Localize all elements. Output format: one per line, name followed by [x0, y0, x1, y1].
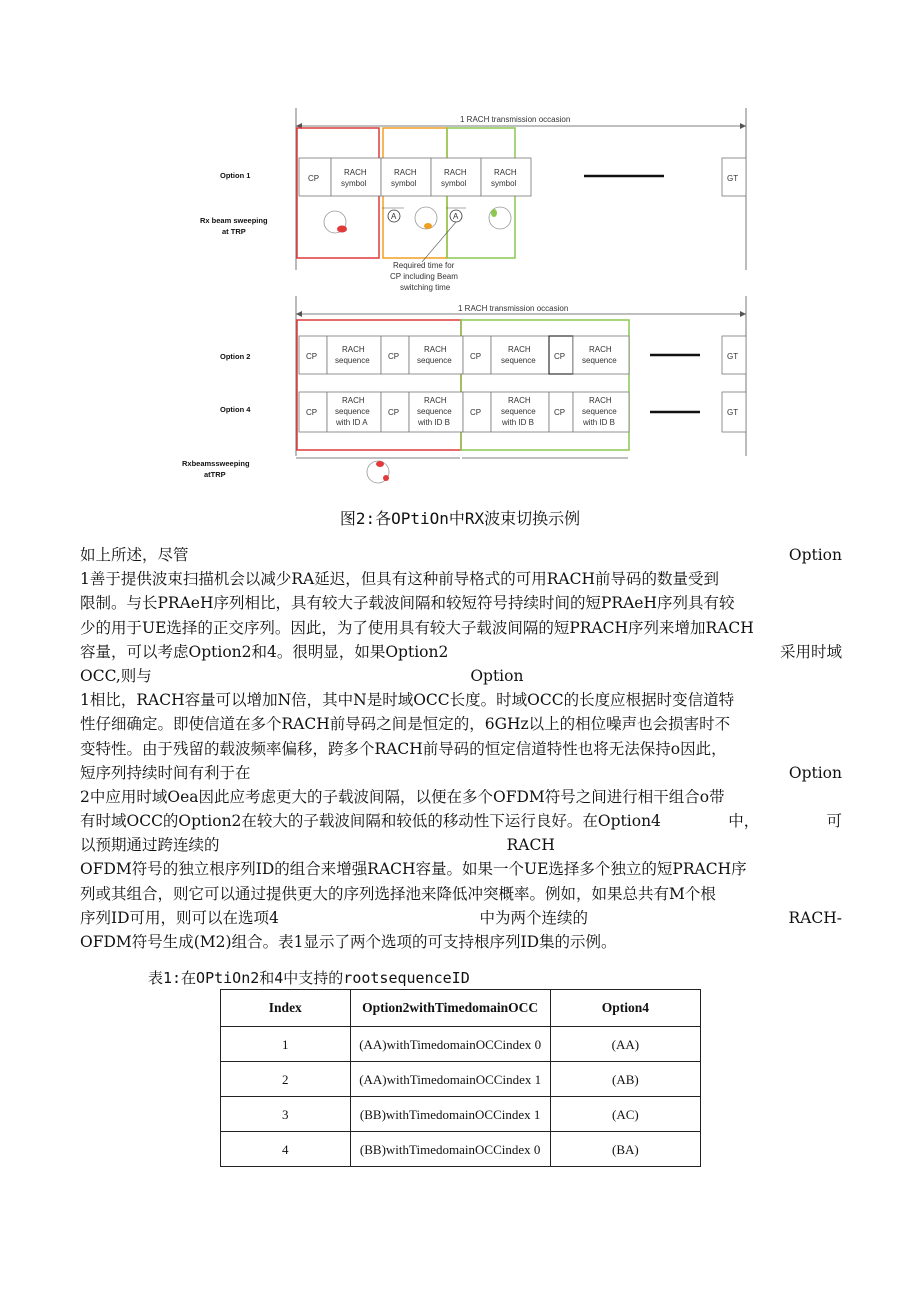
svg-text:sequence: sequence: [501, 356, 536, 365]
svg-text:RACH: RACH: [508, 345, 531, 354]
note-line-2: CP including Beam: [390, 272, 458, 281]
paragraph-line: [80, 857, 842, 881]
svg-text:CP: CP: [306, 408, 318, 417]
paragraph-line: [80, 737, 842, 761]
header-option4: Option4: [550, 990, 700, 1027]
svg-text:symbol: symbol: [491, 179, 517, 188]
svg-text:symbol: symbol: [441, 179, 467, 188]
cell-option2: (BB)withTimedomainOCCindex 1: [350, 1097, 550, 1132]
header-option2: Option2withTimedomainOCC: [350, 990, 550, 1027]
paragraph-segment: 短序列持续时间有利于在: [80, 763, 251, 782]
paragraph-segment: 2中应用时域Oea因此应考虑更大的子载波间隔，以便在多个OFDM符号之间进行相干组合o带: [80, 787, 725, 806]
paragraph-line: [80, 833, 842, 857]
paragraph-segment: 中为两个连续的: [479, 908, 588, 927]
cell-option2: (AA)withTimedomainOCCindex 1: [350, 1062, 550, 1097]
paragraph-segment: OFDM符号的独立根序列ID的组合来增强RACH容量。如果一个UE选择多个独立的短PRACH序: [80, 860, 747, 879]
option1-label: Option 1: [220, 171, 251, 180]
svg-text:sequence: sequence: [335, 356, 370, 365]
paragraph-segment: 少的用于UE选择的正交序列。因此，为了使用具有较大子载波间隔的短PRACH序列来增加RACH: [80, 618, 754, 637]
paragraph-segment: Option: [788, 546, 842, 564]
svg-text:with ID B: with ID B: [583, 418, 616, 427]
rx-beam-label-2b: atTRP: [204, 470, 226, 479]
paragraph-line: [80, 906, 842, 930]
cell-option2: (AA)withTimedomainOCCindex 0: [350, 1027, 550, 1062]
rx-beam-icon-orange: [415, 207, 437, 229]
paragraph-line: [80, 543, 842, 567]
svg-text:sequence: sequence: [417, 407, 452, 416]
note-line-1: Required time for: [393, 261, 455, 270]
svg-text:sequence: sequence: [335, 407, 370, 416]
svg-text:RACH: RACH: [424, 396, 447, 405]
cell-index: 1: [221, 1027, 351, 1062]
paragraph-line: [80, 640, 842, 664]
paragraph-line: [80, 785, 842, 809]
table-row: [221, 1132, 701, 1167]
paragraph-line: [80, 567, 842, 591]
svg-text:RACH: RACH: [494, 168, 517, 177]
paragraph-segment: 如上所述，尽管: [80, 546, 189, 564]
svg-text:GT: GT: [727, 174, 739, 183]
svg-text:sequence: sequence: [501, 407, 536, 416]
paragraph-segment: 有时域OCC的Option2在较大的子载波间隔和较低的移动性下运行良好。在Option4: [80, 812, 661, 831]
svg-text:RACH: RACH: [342, 396, 365, 405]
paragraph-line: [80, 930, 842, 954]
paragraph-segment: 变特性。由于残留的载波频率偏移，跨多个RACH前导码的恒定信道特性也将无法保持o因此，: [80, 739, 727, 758]
svg-text:CP: CP: [306, 352, 318, 361]
paragraph-line: [80, 712, 842, 736]
svg-text:RACH: RACH: [424, 345, 447, 354]
svg-text:GT: GT: [727, 408, 739, 417]
paragraph-segment: Option: [470, 666, 524, 685]
cell-option4: (AB): [550, 1062, 700, 1097]
cell-index: 4: [221, 1132, 351, 1167]
svg-text:CP: CP: [388, 352, 400, 361]
paragraph-segment: 性仔细确定。即使信道在多个RACH前导码之间是恒定的，6GHz以上的相位噪声也会损害时不: [80, 715, 731, 734]
svg-text:symbol: symbol: [391, 179, 417, 188]
svg-text:with ID B: with ID B: [502, 418, 535, 427]
paragraph-line: [80, 882, 842, 906]
paragraph-segment: 1善于提供波束扫描机会以减少RA延迟，但具有这种前导格式的可用RACH前导码的数量受到: [80, 570, 719, 589]
paragraph-line: [80, 591, 842, 615]
table-row: [221, 1027, 701, 1062]
svg-text:RACH: RACH: [342, 345, 365, 354]
svg-text:RACH: RACH: [589, 345, 612, 354]
svg-text:CP: CP: [308, 174, 320, 183]
svg-text:RACH: RACH: [589, 396, 612, 405]
svg-text:sequence: sequence: [417, 356, 452, 365]
rx-beam-label-2a: Rxbeamssweeping: [182, 459, 250, 468]
svg-text:A: A: [391, 212, 397, 221]
svg-text:RACH: RACH: [394, 168, 417, 177]
root-sequence-table: [220, 989, 701, 1167]
opt1-rach-symbol-1: [331, 158, 381, 196]
cell-option4: (BA): [550, 1132, 700, 1167]
svg-text:sequence: sequence: [582, 356, 617, 365]
option4-label: Option 4: [220, 405, 251, 414]
cell-index: 3: [221, 1097, 351, 1132]
svg-text:CP: CP: [554, 352, 566, 361]
paragraph-line: [80, 664, 842, 688]
rx-beam-label-1a: Rx beam sweeping: [200, 216, 268, 225]
cell-option4: (AA): [550, 1027, 700, 1062]
option2-row: [299, 336, 746, 374]
paragraph-segment: 1相比，RACH容量可以增加N倍，其中N是时域OCC长度。时域OCC的长度应根据时变信道特: [80, 691, 735, 710]
svg-text:RACH: RACH: [444, 168, 467, 177]
note-line-3: switching time: [400, 283, 451, 292]
paragraph-line: [80, 688, 842, 712]
svg-text:RACH: RACH: [344, 168, 367, 177]
svg-text:CP: CP: [470, 408, 482, 417]
paragraph-line: [80, 809, 842, 833]
table-caption: 表1:在OPtiOn2和4中支持的rootsequenceID: [148, 969, 470, 987]
opt1-rach-symbol-4: [481, 158, 531, 196]
paragraph-segment: 限制。与长PRAeH序列相比，具有较大子载波间隔和较短符号持续时间的短PRAeH序列具有较: [80, 594, 735, 613]
paragraph-segment: 以预期通过跨连续的: [80, 836, 220, 855]
svg-text:symbol: symbol: [341, 179, 367, 188]
paragraph-segment: OFDM符号生成(M2)组合。表1显示了两个选项的可支持根序列ID集的示例。: [80, 933, 617, 951]
paragraph-segment: RACH-: [788, 908, 842, 927]
paragraph-line: [80, 616, 842, 640]
body-paragraph: [80, 543, 842, 954]
paragraph-segment: 中，: [728, 812, 760, 831]
paragraph-segment: 采用时域: [779, 642, 842, 661]
header-index: Index: [221, 990, 351, 1027]
svg-text:CP: CP: [470, 352, 482, 361]
option2-label: Option 2: [220, 352, 251, 361]
table-row: [221, 1097, 701, 1132]
svg-text:A: A: [453, 212, 459, 221]
top-occasion-label: 1 RACH transmission occasion: [460, 115, 571, 124]
paragraph-segment: RACH: [506, 836, 555, 855]
paragraph-line: [80, 761, 842, 785]
svg-text:RACH: RACH: [508, 396, 531, 405]
rx-beam-label-1b: at TRP: [222, 227, 246, 236]
option4-row: [299, 392, 746, 432]
paragraph-segment: 序列ID可用，则可以在选项4: [80, 908, 279, 927]
table-row: [221, 1062, 701, 1097]
paragraph-segment: 列或其组合，则它可以通过提供更大的序列选择池来降低冲突概率。例如，如果总共有M个根: [80, 884, 716, 903]
bottom-occasion-label: 1 RACH transmission occasion: [458, 304, 569, 313]
opt1-rach-symbol-2: [381, 158, 431, 196]
rx-beam-icon-bottom: [367, 461, 389, 483]
paragraph-segment: 可: [826, 812, 842, 831]
svg-text:with ID B: with ID B: [418, 418, 451, 427]
cell-option4: (AC): [550, 1097, 700, 1132]
rx-beam-icon-red: [324, 211, 347, 233]
svg-text:CP: CP: [388, 408, 400, 417]
table-header-row: [221, 990, 701, 1027]
figure-caption: 图2:各OPtiOn中RX波束切换示例: [339, 509, 581, 528]
rx-beam-icon-green: [489, 207, 511, 229]
cell-option2: (BB)withTimedomainOCCindex 0: [350, 1132, 550, 1167]
svg-text:sequence: sequence: [582, 407, 617, 416]
paragraph-segment: OCC,则与: [80, 666, 152, 685]
figure-diagram: [160, 100, 780, 500]
paragraph-segment: 容量，可以考虑Option2和4。很明显，如果Option2: [80, 642, 449, 661]
svg-text:GT: GT: [727, 352, 739, 361]
rach-beam-switching-figure: [160, 100, 780, 500]
svg-text:CP: CP: [554, 408, 566, 417]
opt1-rach-symbol-3: [431, 158, 481, 196]
svg-text:with ID A: with ID A: [336, 418, 368, 427]
paragraph-segment: Option: [788, 763, 842, 782]
cell-index: 2: [221, 1062, 351, 1097]
